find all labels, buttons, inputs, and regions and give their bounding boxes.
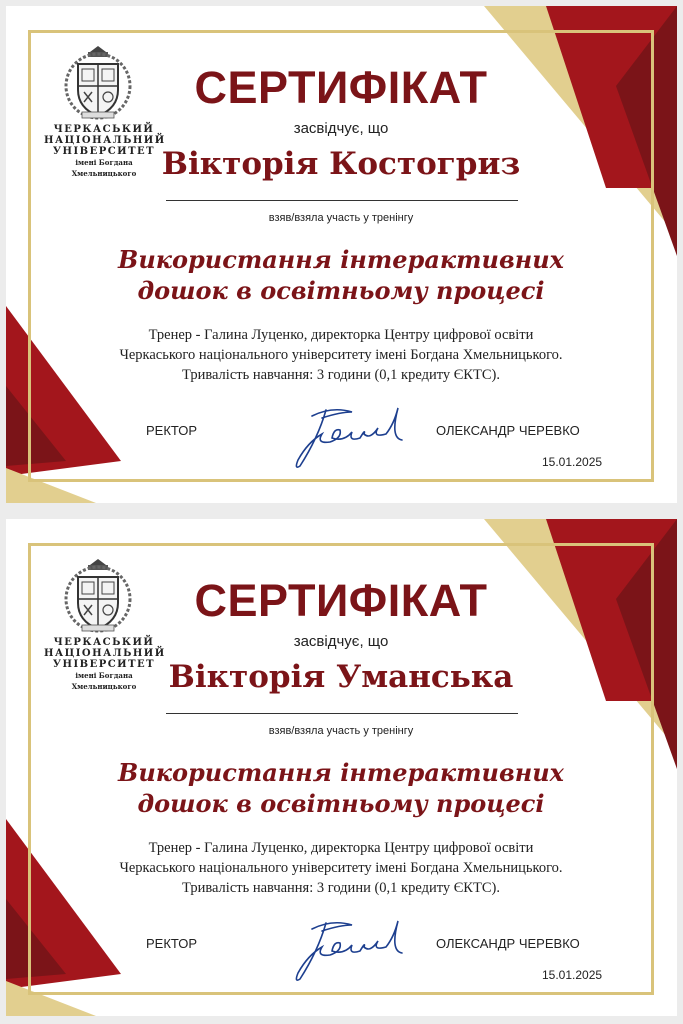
course-description: Тренер - Галина Луценко, директорка Центру цифрової освіти Черкаського національного університету імені Богдана Хмельницького. Тривалість навчання: 3 години (0,1 кредиту ЄКТС).	[119, 840, 563, 896]
rector-label: РЕКТОР	[146, 423, 198, 438]
participated-text: взяв/взяла участь у тренінгу	[268, 212, 414, 224]
course-title: Використання інтерактивних дошок в освітньому процесі	[118, 758, 564, 818]
certifies-text: засвідчує, що	[293, 633, 389, 650]
university-name: ЧЕРКАСЬКИЙ НАЦІОНАЛЬНИЙ УНІВЕРСИТЕТ імені Богдана Хмельницького	[44, 124, 166, 178]
certificate-1	[6, 6, 677, 503]
certificate-title: СЕРТИФІКАТ	[194, 62, 488, 113]
recipient-name: Вікторія Уманська	[168, 659, 514, 695]
recipient-name: Вікторія Костогриз	[161, 146, 521, 182]
course-title: Використання інтерактивних дошок в освітньому процесі	[118, 245, 564, 305]
name-underline	[166, 713, 518, 714]
rector-signature	[282, 398, 408, 472]
issue-date: 15.01.2025	[542, 968, 603, 982]
participated-text: взяв/взяла участь у тренінгу	[268, 725, 414, 737]
university-crest-icon	[60, 555, 136, 635]
signatory-name: ОЛЕКСАНДР ЧЕРЕВКО	[436, 936, 580, 951]
university-name: ЧЕРКАСЬКИЙ НАЦІОНАЛЬНИЙ УНІВЕРСИТЕТ імені Богдана Хмельницького	[44, 637, 166, 691]
certifies-text: засвідчує, що	[293, 120, 389, 137]
issue-date: 15.01.2025	[542, 455, 603, 469]
certificate-2	[6, 519, 677, 1016]
certificate-title: СЕРТИФІКАТ	[194, 575, 488, 626]
name-underline	[166, 200, 518, 201]
university-crest-icon	[60, 42, 136, 122]
course-description: Тренер - Галина Луценко, директорка Центру цифрової освіти Черкаського національного університету імені Богдана Хмельницького. Тривалість навчання: 3 години (0,1 кредиту ЄКТС).	[119, 327, 563, 383]
rector-signature	[282, 911, 408, 985]
rector-label: РЕКТОР	[146, 936, 198, 951]
signatory-name: ОЛЕКСАНДР ЧЕРЕВКО	[436, 423, 580, 438]
